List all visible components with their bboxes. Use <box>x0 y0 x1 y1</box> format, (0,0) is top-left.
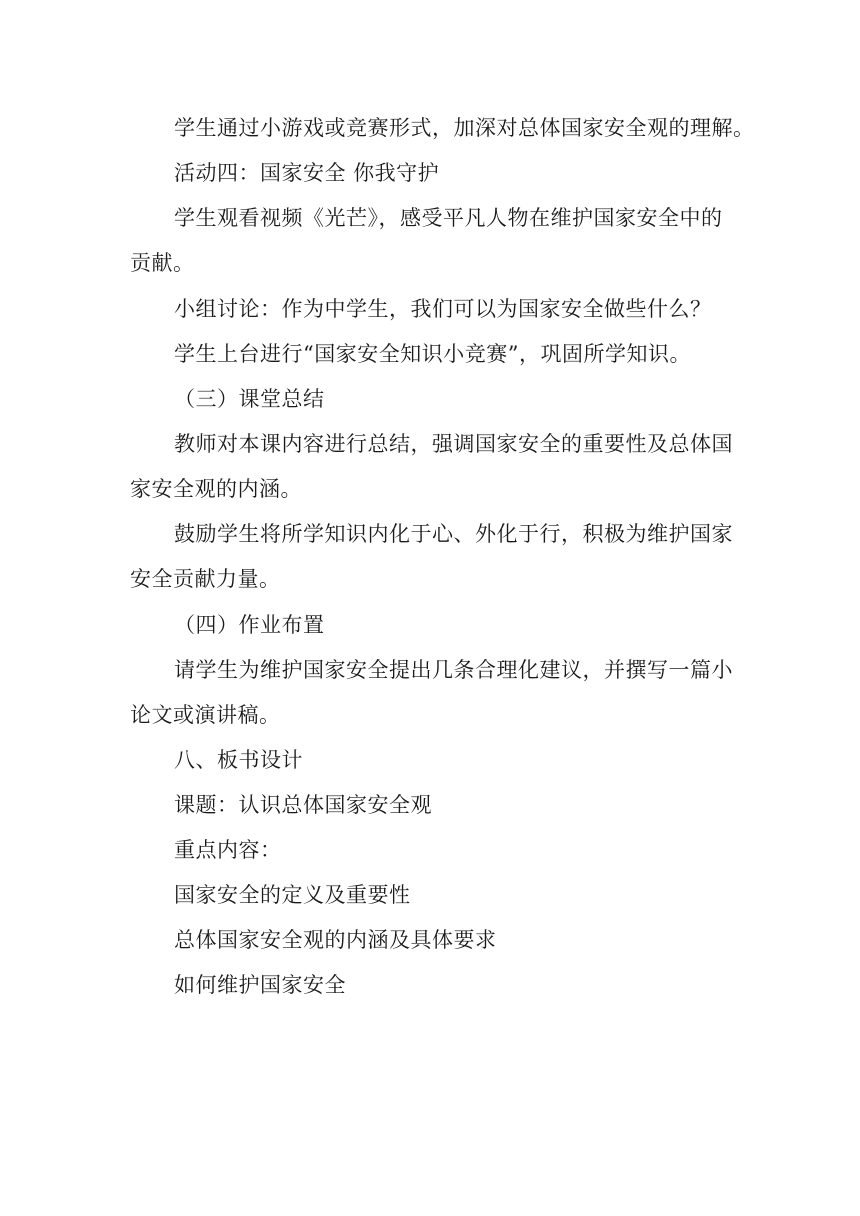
paragraph-line: 学生观看视频《光芒》，感受平凡人物在维护国家安全中的 <box>174 206 723 230</box>
paragraph-line: 教师对本课内容进行总结，强调国家安全的重要性及总体国 <box>174 432 733 456</box>
paragraph-line: 贡献。 <box>130 251 195 275</box>
paragraph-line: 请学生为维护国家安全提出几条合理化建议，并撰写一篇小 <box>174 658 733 682</box>
list-item: 总体国家安全观的内涵及具体要求 <box>174 928 497 952</box>
paragraph-line: 家安全观的内涵。 <box>130 477 302 501</box>
paragraph-line: 学生上台进行“国家安全知识小竞赛”，巩固所学知识。 <box>174 342 691 366</box>
paragraph-line: 课题：认识总体国家安全观 <box>174 793 432 817</box>
section-heading: （四）作业布置 <box>174 613 325 637</box>
paragraph-line: 安全贡献力量。 <box>130 567 281 591</box>
list-item: 如何维护国家安全 <box>174 973 346 997</box>
section-heading: 八、板书设计 <box>174 748 303 772</box>
paragraph-line: 论文或演讲稿。 <box>130 703 281 727</box>
list-item: 国家安全的定义及重要性 <box>174 883 411 907</box>
paragraph-line: 鼓励学生将所学知识内化于心、外化于行，积极为维护国家 <box>174 522 733 546</box>
paragraph-line: 重点内容： <box>174 838 282 862</box>
paragraph-line: 学生通过小游戏或竞赛形式，加深对总体国家安全观的理解。 <box>174 116 755 140</box>
section-heading: （三）课堂总结 <box>174 387 325 411</box>
activity-heading: 活动四：国家安全 你我守护 <box>174 161 440 185</box>
paragraph-line: 小组讨论：作为中学生，我们可以为国家安全做些什么？ <box>174 297 712 321</box>
